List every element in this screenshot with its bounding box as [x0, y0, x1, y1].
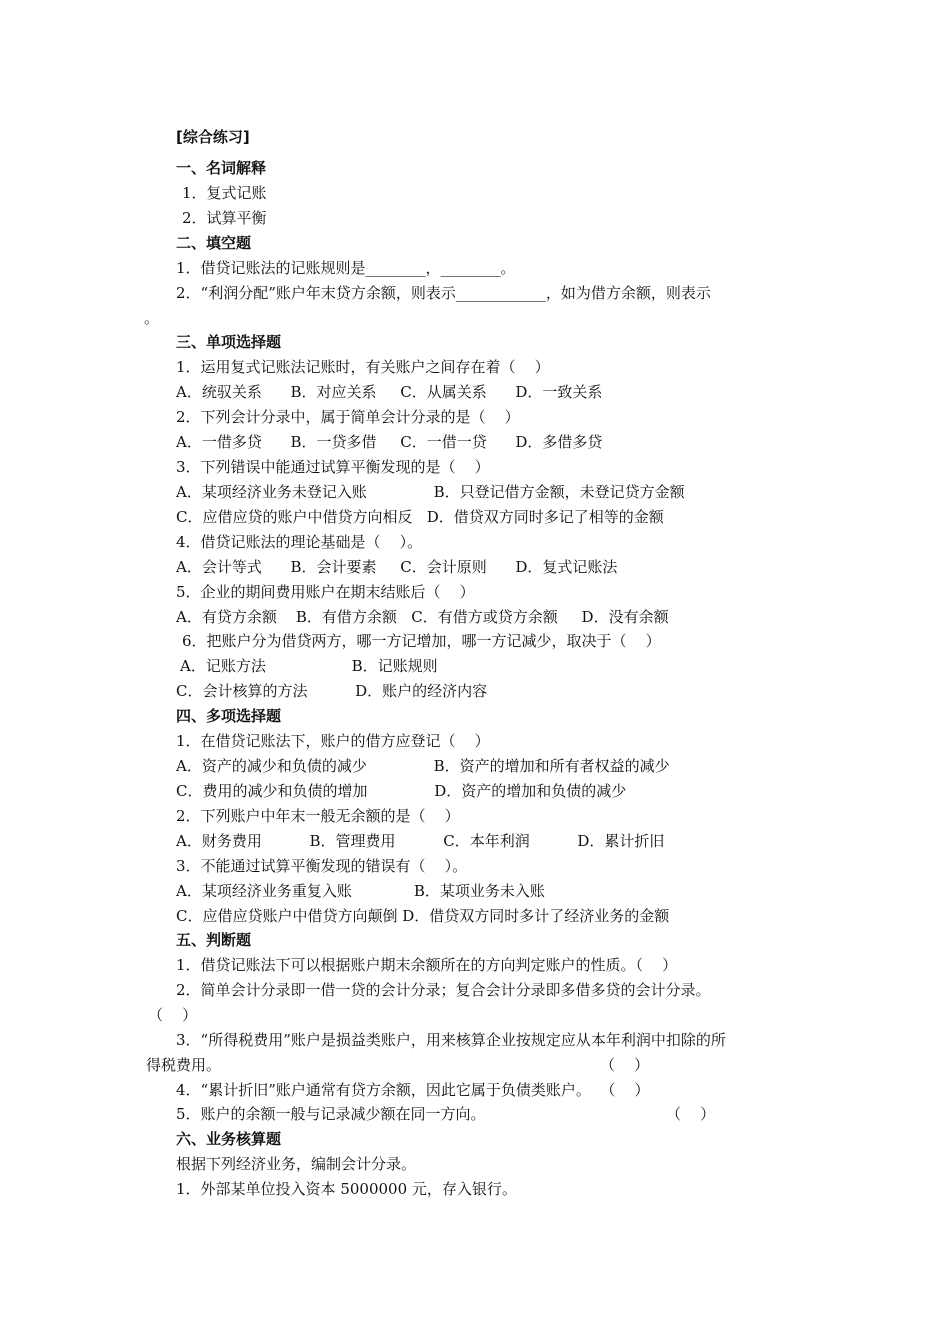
question-text: 3．“所得税费用”账户是损益类账户，用来核算企业按规定应从本年利润中扣除的所: [176, 1031, 726, 1049]
question-options: A．资产的减少和负债的减少 B．资产的增加和所有者权益的减少: [176, 757, 670, 775]
question-options: A．某项经济业务未登记入账 B．只登记借方金额，未登记贷方金额: [176, 483, 685, 501]
question-options: A．统驭关系 B．对应关系 C．从属关系 D．一致关系: [176, 383, 603, 401]
question-options: A．有贷方余额 B．有借方余额 C．有借方或贷方余额 D．没有余额: [176, 608, 669, 626]
question-text: 1．运用复式记账法记账时，有关账户之间存在着（ ）: [176, 358, 550, 376]
section-heading: 一、名词解释: [176, 159, 267, 177]
question-text: 2．简单会计分录即一借一贷的会计分录；复合会计分录即多借多贷的会计分录。: [176, 981, 711, 999]
question-options: C．会计核算的方法 D．账户的经济内容: [176, 682, 488, 700]
answer-mark: （ ）: [148, 1006, 198, 1024]
section-heading: 三、单项选择题: [176, 333, 282, 351]
instruction-text: 根据下列经济业务，编制会计分录。: [176, 1155, 417, 1173]
question-text: 2．下列账户中年末一般无余额的是（ ）: [176, 807, 460, 825]
answer-mark: （ ）: [666, 1105, 716, 1123]
question-options: C．费用的减少和负债的增加 D．资产的增加和负债的减少: [176, 782, 627, 800]
question-text: 6．把账户分为借贷两方，哪一方记增加，哪一方记减少，取决于（ ）: [182, 632, 661, 650]
question-options: A．财务费用 B．管理费用 C．本年利润 D．累计折旧: [176, 832, 665, 850]
question-text: 1．外部某单位投入资本 5000000 元，存入银行。: [176, 1180, 517, 1198]
term-item: 2．试算平衡: [182, 209, 267, 227]
section-heading: 二、填空题: [176, 234, 252, 252]
question-options: A．会计等式 B．会计要素 C．会计原则 D．复式记账法: [176, 558, 618, 576]
question-text: 4．“累计折旧”账户通常有贷方余额，因此它属于负债类账户。 （ ）: [176, 1081, 650, 1099]
question-text: 1．在借贷记账法下，账户的借方应登记（ ）: [176, 732, 490, 750]
section-heading: 五、判断题: [176, 931, 252, 949]
term-item: 1．复式记账: [182, 184, 267, 202]
question-options: A．一借多贷 B．一贷多借 C．一借一贷 D．多借多贷: [176, 433, 603, 451]
question-options: C．应借应贷的账户中借贷方向相反 D．借贷双方同时多记了相等的金额: [176, 508, 664, 526]
question-text: 5．账户的余额一般与记录减少额在同一方向。: [176, 1105, 486, 1123]
question-text: 2．下列会计分录中，属于简单会计分录的是（ ）: [176, 408, 520, 426]
question-text: 3．下列错误中能通过试算平衡发现的是（ ）: [176, 458, 490, 476]
question-options: C．应借应贷账户中借贷方向颠倒 D．借贷双方同时多计了经济业务的金额: [176, 907, 670, 925]
section-heading: 四、多项选择题: [176, 707, 282, 725]
answer-mark: （ ）: [600, 1056, 650, 1074]
question-options: A．某项经济业务重复入账 B．某项业务未入账: [176, 882, 545, 900]
section-heading: 六、业务核算题: [176, 1130, 282, 1148]
question-text: 1．借贷记账法下可以根据账户期末余额所在的方向判定账户的性质。（ ）: [176, 956, 678, 974]
question-text: 1．借贷记账法的记账规则是________，________。: [176, 259, 516, 277]
question-text: 5．企业的期间费用账户在期末结账后（ ）: [176, 583, 475, 601]
question-options: A．记账方法 B．记账规则: [180, 657, 438, 675]
question-text: 。: [144, 309, 160, 327]
question-text: 2．“利润分配”账户年末贷方余额，则表示____________，如为借方余额，则表示: [176, 284, 711, 302]
question-text: 3．不能通过试算平衡发现的错误有（ ）。: [176, 857, 468, 875]
question-text: 4．借贷记账法的理论基础是（ ）。: [176, 533, 423, 551]
page-title: [综合练习]: [176, 128, 250, 146]
question-text: 得税费用。: [146, 1056, 222, 1074]
